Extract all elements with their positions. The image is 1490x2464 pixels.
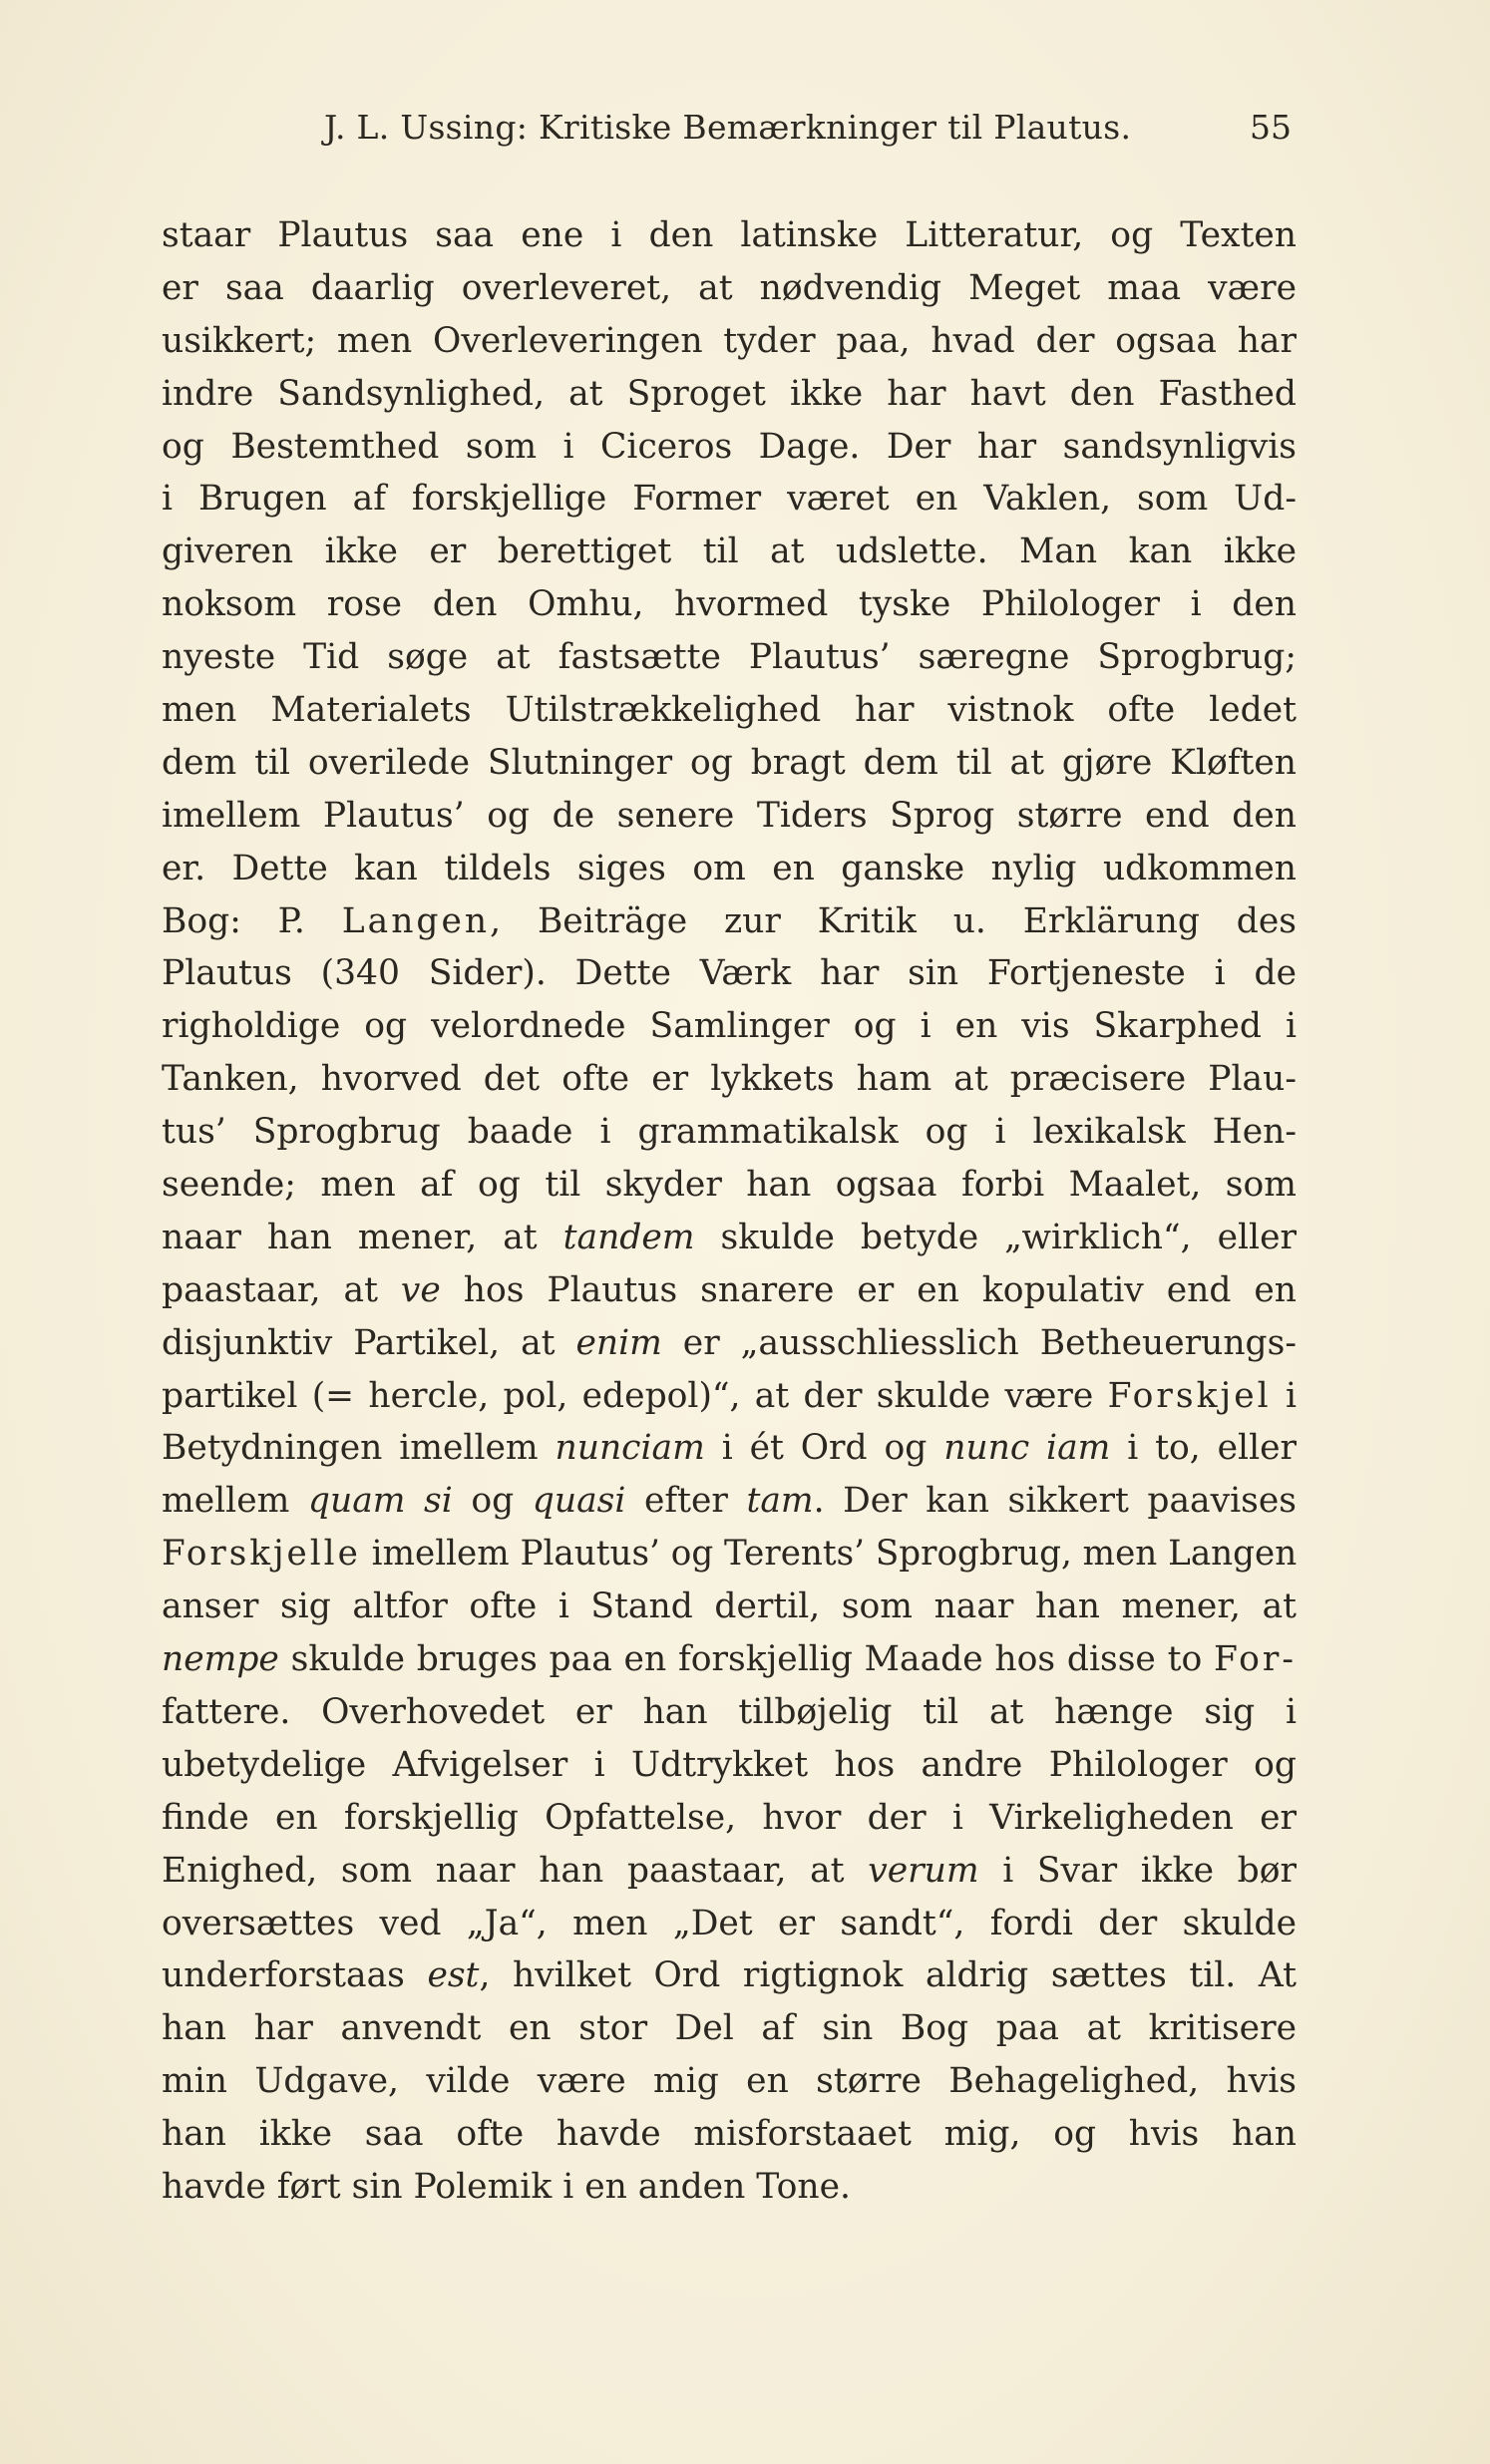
text-line: min Udgave, vilde være mig en større Behagelighed, hvis xyxy=(162,2061,1297,2102)
latin-term: nunc iam xyxy=(943,1428,1111,1469)
text-line: paastaar, at ve hos Plautus snarere er en kopulativ end en xyxy=(162,1269,1298,1310)
latin-term: ve xyxy=(400,1269,441,1310)
author-name-spaced: Langen xyxy=(341,900,491,941)
latin-term: nempe xyxy=(162,1639,279,1680)
text-line: dem til overilede Slutninger og bragt dem til at gjøre Kløften xyxy=(162,742,1297,783)
text-line: tus’ Sprogbrug baade i grammatikalsk og i lexikalsk Hen- xyxy=(162,1112,1297,1153)
text-line: disjunktiv Partikel, at enim er „ausschliesslich Betheuerungs- xyxy=(162,1322,1297,1363)
text-line: Betydningen imellem nunciam i ét Ord og nunc iam i to, eller xyxy=(162,1428,1298,1469)
text-line: imellem Plautus’ og de senere Tiders Sprog større end den xyxy=(162,795,1297,836)
text-line: han har anvendt en stor Del af sin Bog paa at kritisere xyxy=(162,2008,1297,2049)
text-line: noksom rose den Omhu, hvormed tyske Philologer i den xyxy=(162,584,1297,625)
latin-term: est xyxy=(427,1955,480,1996)
text-line: indre Sandsynlighed, at Sproget ikke har havt den Fasthed xyxy=(162,373,1297,414)
text-line: seende; men af og til skyder han ogsaa forbi Maalet, som xyxy=(162,1165,1297,1206)
text-line: er. Dette kan tildels siges om en ganske nylig udkommen xyxy=(162,848,1297,888)
text-line: Forskjelle imellem Plautus’ og Terents’ Sprogbrug, men Langen xyxy=(162,1534,1298,1575)
text-line: righoldige og velordnede Samlinger og i en vis Skarphed i xyxy=(162,1006,1297,1047)
spaced-word: For- xyxy=(1214,1639,1297,1680)
spaced-word: Forskjelle xyxy=(162,1534,361,1575)
text-line: nempe skulde bruges paa en forskjellig Maade hos disse to For- xyxy=(162,1639,1297,1680)
page-number: 55 xyxy=(1250,108,1292,147)
running-title: J. L. Ussing: Kritiske Bemærkninger til Plautus. xyxy=(324,108,1132,147)
text-line: Bog: P. Langen, Beiträge zur Kritik u. Erklärung des xyxy=(162,900,1297,941)
text-line: finde en forskjellig Opfattelse, hvor der i Virkeligheden er xyxy=(162,1797,1297,1838)
text-line: havde ført sin Polemik i en anden Tone. xyxy=(162,2166,851,2207)
spaced-word: Forskjel xyxy=(1107,1375,1272,1416)
text-line: usikkert; men Overleveringen tyder paa, hvad der ogsaa har xyxy=(162,320,1297,361)
body-text xyxy=(162,209,1297,2214)
text-line: nyeste Tid søge at fastsætte Plautus’ særegne Sprogbrug; xyxy=(162,637,1297,678)
text-line: han ikke saa ofte havde misforstaaet mig, og hvis han xyxy=(162,2114,1297,2155)
latin-term: quasi xyxy=(532,1481,626,1522)
latin-term: quam si xyxy=(307,1481,453,1522)
page-header xyxy=(165,108,1292,158)
latin-term: enim xyxy=(575,1322,662,1363)
text-line: fattere. Overhovedet er han tilbøjelig til at hænge sig i xyxy=(162,1691,1297,1732)
text-line: i Brugen af forskjellige Former været en Vaklen, som Ud- xyxy=(162,479,1297,520)
text-line: partikel (= hercle, pol, edepol)“, at der skulde være Forskjel i xyxy=(162,1375,1297,1416)
text-line: underforstaas est, hvilket Ord rigtignok aldrig sættes til. At xyxy=(162,1955,1297,1996)
text-line: og Bestemthed som i Ciceros Dage. Der har sandsynligvis xyxy=(162,426,1297,467)
latin-term: verum xyxy=(868,1850,979,1891)
text-line: er saa daarlig overleveret, at nødvendig Meget maa være xyxy=(162,267,1297,308)
latin-term: tandem xyxy=(562,1217,695,1257)
text-line: Tanken, hvorved det ofte er lykkets ham at præcisere Plau- xyxy=(162,1059,1297,1100)
latin-term: tam xyxy=(746,1481,814,1522)
text-line: Plautus (340 Sider). Dette Værk har sin Fortjeneste i de xyxy=(162,953,1297,994)
text-line: naar han mener, at tandem skulde betyde „wirklich“, eller xyxy=(162,1217,1297,1257)
text-line: anser sig altfor ofte i Stand dertil, som naar han mener, at xyxy=(162,1586,1297,1627)
text-line: men Materialets Utilstrækkelighed har vistnok ofte ledet xyxy=(162,690,1297,731)
latin-term: nunciam xyxy=(555,1428,705,1469)
text-line: mellem quam si og quasi efter tam. Der kan sikkert paavises xyxy=(162,1481,1297,1522)
text-line: giveren ikke er berettiget til at udslette. Man kan ikke xyxy=(162,531,1297,572)
text-line: staar Plautus saa ene i den latinske Litteratur, og Texten xyxy=(162,215,1297,255)
text-line: oversættes ved „Ja“, men „Det er sandt“, fordi der skulde xyxy=(162,1903,1297,1943)
text-line: Enighed, som naar han paastaar, at verum i Svar ikke bør xyxy=(162,1850,1297,1891)
text-line: ubetydelige Afvigelser i Udtrykket hos andre Philologer og xyxy=(162,1744,1297,1785)
